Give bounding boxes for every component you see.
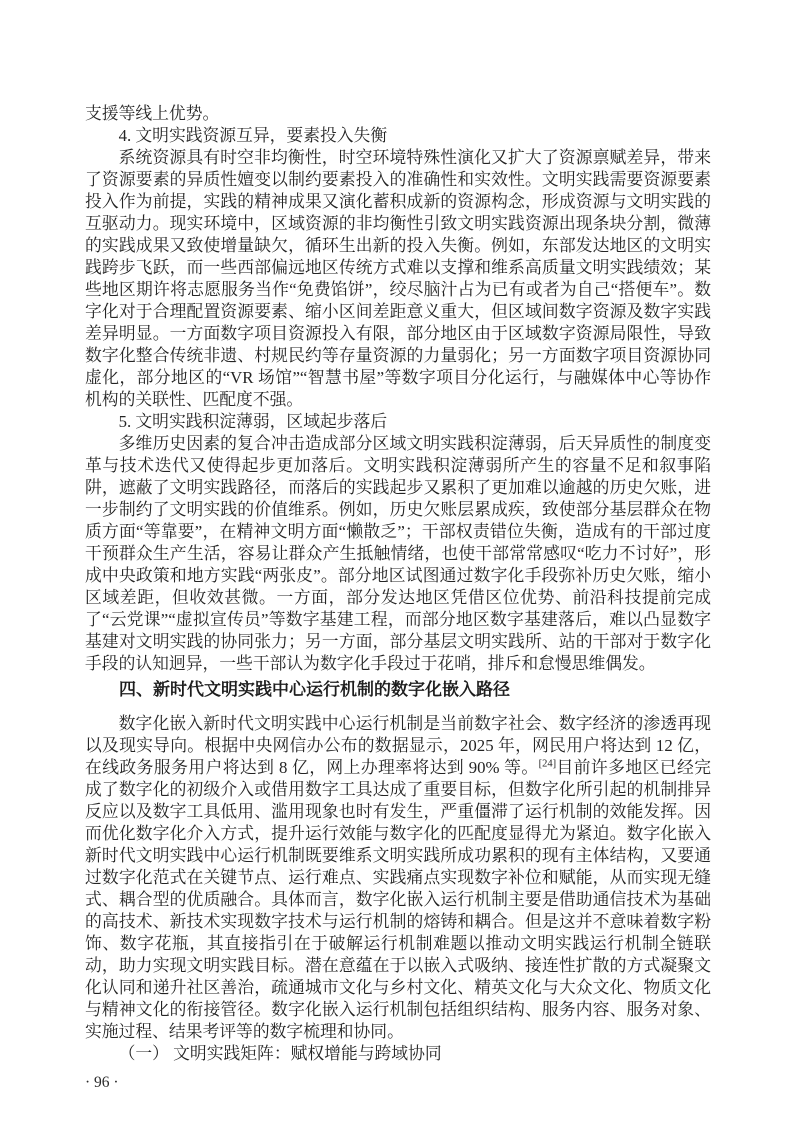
- paragraph-continuation: 支援等线上优势。: [85, 104, 220, 123]
- paragraph-text-after-citation: 目前许多地区已经完成了数字化的初级介入或借用数字工具达成了重要目标，但数字化所引起的机制排异反应以及数字工具低用、滥用现象也时有发生，严重僵滞了运行机制的效能发挥。因而优化数字化介入方式，提升运行效能与数字化的匹配度显得尤为紧迫。数字化嵌入新时代文明实践中心运行机制既要维系文明实践所成功累积的现有主体结构，又要通过数字化范式在关键节点、运行难点、实践痛点实现数字补位和赋能，从而实现无缝式、耦合型的优质融合。具体而言，数字化嵌入运行机制主要是借助通信技术为基础的高技术、新技术实现数字技术与运行机制的熔铸和耦合。但是这并不意味着数字粉饰、数字花瓶，其直接指引在于破解运行机制难题以推动文明实践运行机制全链联动，助力实现文明实践目标。潜在意蕴在于以嵌入式吸纳、接连性扩散的方式凝聚文化认同和递升社区善治，疏通城市文化与乡村文化、精英文化与大众文化、物质文化与精神文化的衔接管径。数字化嵌入运行机制包括组织结构、服务内容、服务对象、实施过程、结果考评等的数字梳理和协同。: [85, 758, 711, 1041]
- page-number: · 96 ·: [85, 1074, 119, 1091]
- paragraph-text-before-citation: 数字化嵌入新时代文明实践中心运行机制是当前数字社会、数字经济的渗透再现以及现实导向。根据中央网信办公布的数据显示，2025 年，网民用户将达到 12 亿，在线政务服务用户将达到 8 亿，网上办理率将达到 90% 等。: [85, 714, 711, 777]
- paragraph-digital-embedding: [85, 713, 711, 1043]
- section-heading: 四、新时代文明实践中心运行机制的数字化嵌入路径: [119, 680, 510, 699]
- paragraph-resources: 系统资源具有时空非均衡性，时空环境特殊性演化又扩大了资源禀赋差异，带来了资源要素的异质性嬗变以制约要素投入的准确性和实效性。文明实践需要资源要素投入作为前提，实践的精神成果又演化蓄积成新的资源构念，形成资源与文明实践的互驱动力。现实环境中，区域资源的非均衡性引致文明实践资源出现条块分割，微薄的实践成果又致使增量缺欠，循环生出新的投入失衡。例如，东部发达地区的文明实践跨步飞跃，而一些西部偏远地区传统方式难以支撑和维系高质量文明实践绩效；某些地区期许将志愿服务当作“免费馅饼”，绞尽脑汁占为已有或者为自己“搭便车”。数字化对于合理配置资源要素、缩小区间差距意义重大，但区域间数字资源及数字实践差异明显。一方面数字项目资源投入有限，部分地区由于区域数字资源局限性，导致数字化整合传统非遗、村规民约等存量资源的力量弱化；另一方面数字项目资源协同虚化，部分地区的“VR 场馆”“智慧书屋”等数字项目分化运行，与融媒体中心等协作机构的关联性、匹配度不强。: [85, 148, 711, 409]
- citation-ref: [24]: [538, 758, 557, 770]
- subheading-item-5: 5. 文明实践积淀薄弱，区域起步落后: [118, 412, 388, 431]
- text-column: [85, 103, 711, 1094]
- subheading-item-1-1: （一） 文明实践矩阵：赋权增能与跨域协同: [118, 1044, 442, 1063]
- subheading-item-4: 4. 文明实践资源互异，要素投入失衡: [118, 126, 388, 145]
- paragraph-accumulation: 多维历史因素的复合冲击造成部分区域文明实践积淀薄弱，后天异质性的制度变革与技术迭代又使得起步更加落后。文明实践积淀薄弱所产生的容量不足和叙事陷阱，遮蔽了文明实践路径，而落后的实践起步又累积了更加难以逾越的历史欠账，进一步制约了文明实践的价值维系。例如，历史欠账层累成疾，致使部分基层群众在物质方面“等靠要”，在精神文明方面“懒散乏”；干部权责错位失衡，造成有的干部过度干预群众生产生活，容易让群众产生抵触情绪，也使干部常常感叹“吃力不讨好”，形成中央政策和地方实践“两张皮”。部分地区试图通过数字化手段弥补历史欠账，缩小区域差距，但收效甚微。一方面，部分发达地区凭借区位优势、前沿科技提前完成了“云党课”“虚拟宣传员”等数字基建工程，而部分地区数字基建落后，难以凸显数字基建对文明实践的协同张力；另一方面，部分基层文明实践所、站的干部对于数字化手段的认知迥异，一些干部认为数字化手段过于花哨，排斥和怠慢思维偶发。: [85, 434, 711, 673]
